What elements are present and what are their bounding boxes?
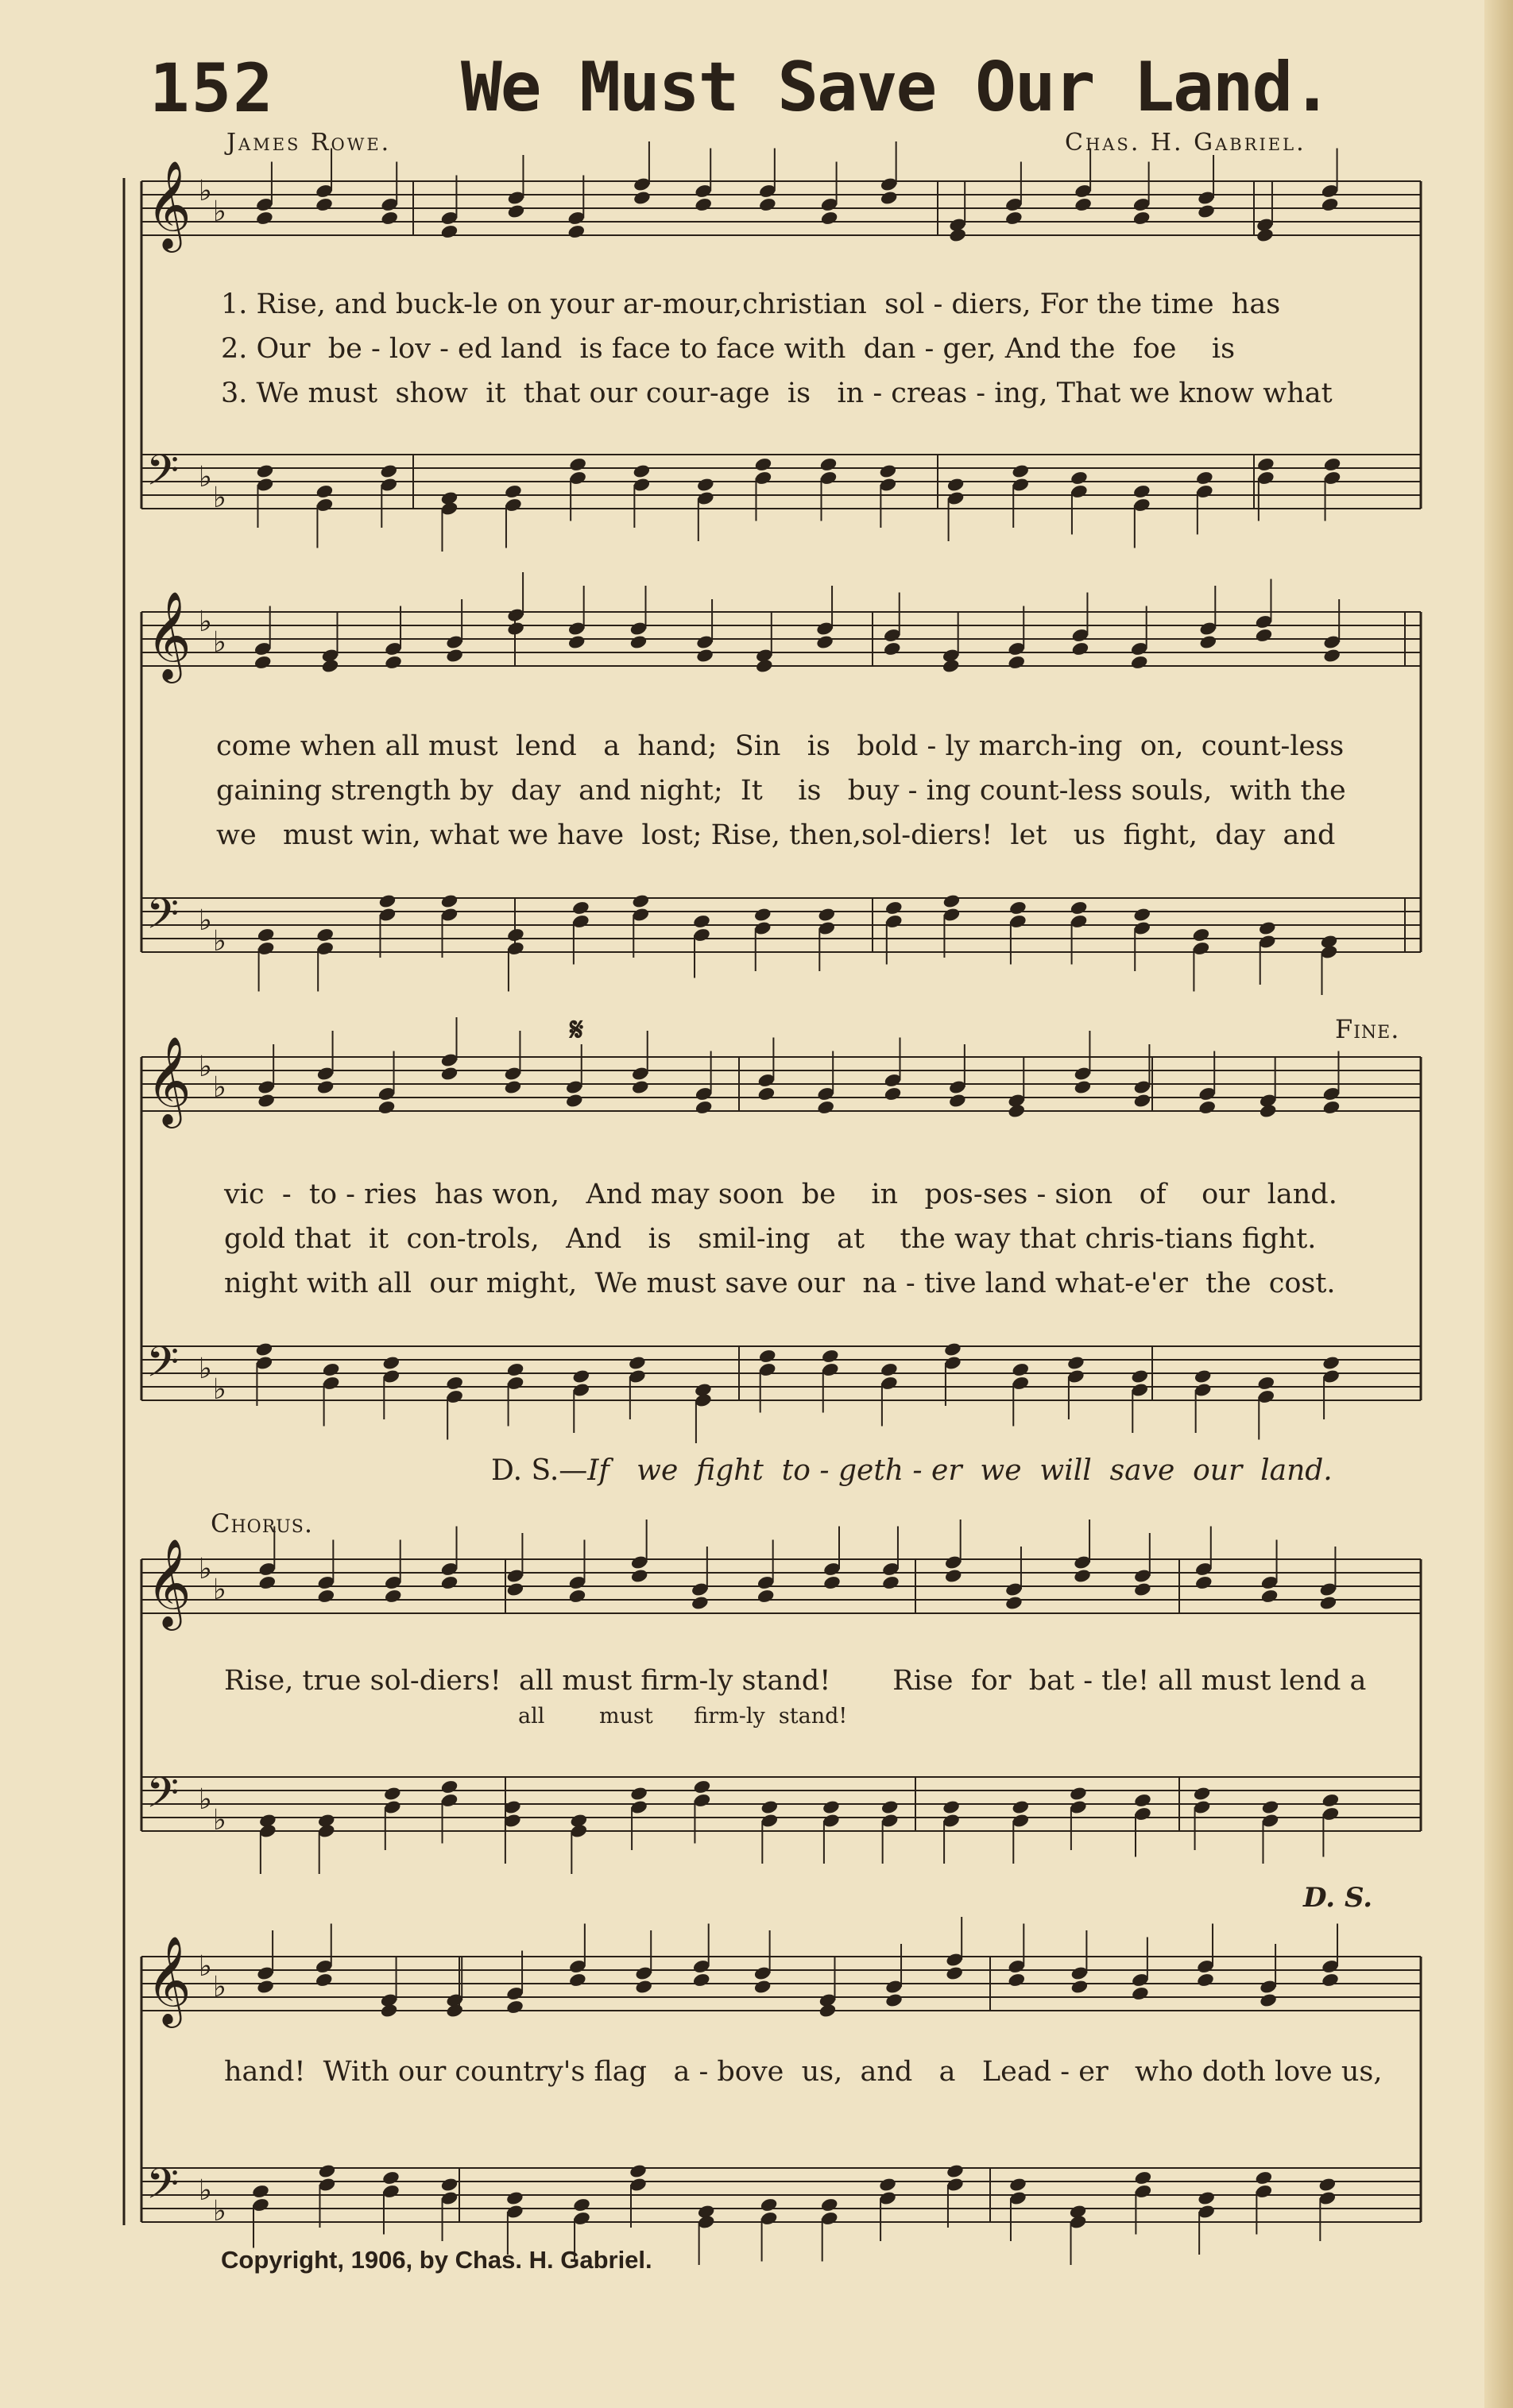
note-head xyxy=(1256,1376,1275,1392)
note-head xyxy=(381,2170,400,2186)
note-head xyxy=(504,484,523,500)
note-head xyxy=(815,634,834,650)
flat-sign: ♭ xyxy=(199,1783,212,1816)
note-head xyxy=(629,2163,648,2179)
note-head xyxy=(754,457,773,473)
note-head xyxy=(820,211,839,226)
verse-line: night with all our might, We must save our na - tive land what-e'er the cost. xyxy=(224,1268,1336,1299)
note-head xyxy=(629,1786,648,1802)
verse-line: gold that it con-trols, And is smil-ing at the way that chris-tians fight. xyxy=(224,1223,1317,1255)
note-head xyxy=(1070,470,1089,486)
composer: Chas. H. Gabriel. xyxy=(1065,129,1306,157)
note-head xyxy=(1319,1595,1338,1611)
note-head xyxy=(1073,1568,1092,1584)
note-head xyxy=(946,477,965,493)
note-head xyxy=(1008,1972,1027,1988)
note-head xyxy=(257,1093,276,1109)
hymn-title: We Must Save Our Land. xyxy=(461,48,1332,127)
note-head xyxy=(1132,211,1151,226)
note-head xyxy=(1318,2177,1337,2193)
note-head xyxy=(380,463,399,479)
note-head xyxy=(378,893,397,909)
note-head xyxy=(760,2197,779,2213)
flat-sign: ♭ xyxy=(213,1971,226,2003)
note-head xyxy=(1321,1972,1340,1988)
note-head xyxy=(1070,900,1089,916)
note-head xyxy=(1199,634,1218,650)
note-head xyxy=(315,1972,334,1988)
bass-clef: 𝄢 xyxy=(146,1338,180,1397)
dal-segno-line xyxy=(491,1454,1333,1487)
note-head xyxy=(1321,197,1340,213)
flat-sign: ♭ xyxy=(213,1373,226,1406)
note-head xyxy=(1255,2170,1274,2186)
note-head xyxy=(318,2163,337,2179)
note-head xyxy=(881,1575,900,1591)
note-head xyxy=(692,1972,711,1988)
note-head xyxy=(506,1362,525,1378)
note-head xyxy=(945,1965,964,1981)
note-head xyxy=(568,457,587,473)
chorus-line: hand! With our country's flag a - bove us, and a Lead - er who doth love us, xyxy=(224,2056,1383,2088)
note-head xyxy=(695,648,714,664)
note-head xyxy=(571,1369,590,1384)
note-head xyxy=(880,190,899,206)
note-head xyxy=(695,1100,714,1116)
note-head xyxy=(568,1972,587,1988)
note-head xyxy=(694,197,713,213)
note-head xyxy=(445,1376,464,1392)
note-head xyxy=(1197,203,1216,219)
note-head xyxy=(942,658,961,674)
note-head xyxy=(1133,1093,1152,1109)
verse-line: 2. Our be - lov - ed land is face to face with dan - ger, And the foe is xyxy=(221,333,1236,365)
flat-sign: ♭ xyxy=(199,606,212,638)
note-head xyxy=(631,893,650,909)
note-head xyxy=(884,900,904,916)
note-head xyxy=(692,914,711,930)
note-head xyxy=(1195,470,1214,486)
note-head xyxy=(256,1979,275,1995)
note-head xyxy=(942,1799,961,1815)
flat-sign: ♭ xyxy=(213,925,226,958)
note-head xyxy=(322,1362,341,1378)
note-head xyxy=(506,1581,525,1597)
ds-prefix: D. S.— xyxy=(491,1454,588,1487)
note-head xyxy=(440,1066,459,1082)
note-head xyxy=(1011,1362,1030,1378)
note-head xyxy=(1133,1793,1152,1809)
ds-text: If we fight to - geth - er we will save our land. xyxy=(587,1454,1333,1487)
note-head xyxy=(567,634,586,650)
note-head xyxy=(1256,457,1275,473)
note-head xyxy=(317,1589,336,1605)
note-head xyxy=(565,1093,584,1109)
note-head xyxy=(819,457,838,473)
note-head xyxy=(756,1589,776,1605)
note-head xyxy=(253,655,273,671)
note-head xyxy=(504,1079,523,1095)
note-head xyxy=(1011,1799,1030,1815)
treble-clef: 𝄞 xyxy=(146,590,192,679)
note-head xyxy=(1193,1786,1212,1802)
note-head xyxy=(944,1568,963,1584)
treble-clef: 𝄞 xyxy=(146,1935,192,2024)
note-head xyxy=(251,2184,270,2200)
note-head xyxy=(1260,1589,1279,1605)
note-head xyxy=(629,634,648,650)
note-head xyxy=(1259,1103,1278,1119)
note-head xyxy=(1074,197,1093,213)
note-head xyxy=(943,1341,962,1357)
note-head xyxy=(633,190,652,206)
note-head xyxy=(1322,1100,1341,1116)
note-head xyxy=(1259,1992,1278,2008)
treble-clef: 𝄞 xyxy=(146,160,192,249)
note-head xyxy=(506,621,525,637)
note-head xyxy=(567,224,586,240)
note-head xyxy=(1074,1079,1093,1095)
note-head xyxy=(440,2177,459,2193)
note-head xyxy=(1323,457,1342,473)
note-head xyxy=(440,893,459,909)
note-head xyxy=(383,1786,402,1802)
flat-sign: ♭ xyxy=(213,1804,226,1837)
note-head xyxy=(1132,484,1151,500)
chorus-line: Rise, true sol-diers! all must firm-ly stand! Rise for bat - tle! all must lend a xyxy=(224,1665,1367,1697)
note-head xyxy=(1008,900,1027,916)
note-head xyxy=(572,2197,591,2213)
note-head xyxy=(1321,1355,1341,1371)
note-head xyxy=(760,1799,780,1815)
note-head xyxy=(1004,1595,1023,1611)
note-head xyxy=(256,463,275,479)
flat-sign: ♭ xyxy=(213,626,226,659)
note-head xyxy=(440,1575,459,1591)
bass-clef: 𝄢 xyxy=(146,1769,180,1828)
note-head xyxy=(1194,1369,1213,1384)
note-head xyxy=(1130,655,1149,671)
fine-mark: Fine. xyxy=(1335,1014,1400,1044)
note-head xyxy=(1071,641,1090,657)
note-head xyxy=(1004,211,1023,226)
note-head xyxy=(1322,648,1341,664)
note-head xyxy=(1197,2190,1216,2206)
bass-clef: 𝄢 xyxy=(146,2160,180,2219)
flat-sign: ♭ xyxy=(199,904,212,937)
note-head xyxy=(818,907,837,923)
note-head xyxy=(631,1079,650,1095)
flat-sign: ♭ xyxy=(199,1051,212,1083)
note-head xyxy=(384,655,403,671)
note-head xyxy=(316,1079,335,1095)
note-head xyxy=(321,658,340,674)
note-head xyxy=(445,2003,464,2019)
note-head xyxy=(258,1575,277,1591)
flat-sign: ♭ xyxy=(199,461,212,494)
note-head xyxy=(380,2003,399,2019)
note-head xyxy=(257,927,276,943)
note-head xyxy=(696,477,715,493)
note-head xyxy=(758,197,777,213)
note-head xyxy=(1261,1799,1280,1815)
chorus-echo-line: all must firm-ly stand! xyxy=(518,1704,848,1729)
note-head xyxy=(507,203,526,219)
note-head xyxy=(755,658,774,674)
note-head xyxy=(1256,227,1275,243)
note-head xyxy=(1196,1972,1215,1988)
note-head xyxy=(568,1589,587,1605)
ds-mark: D. S. xyxy=(1303,1882,1373,1914)
note-head xyxy=(1066,1355,1085,1371)
verse-line: gaining strength by day and night; It is buy - ing count-less souls, with the xyxy=(216,775,1346,807)
note-head xyxy=(377,1100,397,1116)
note-head xyxy=(884,1992,904,2008)
bass-clef: 𝄢 xyxy=(146,447,180,505)
note-head xyxy=(633,463,652,479)
note-head xyxy=(948,227,967,243)
note-head xyxy=(1192,927,1211,943)
note-head xyxy=(822,1799,841,1815)
flat-sign: ♭ xyxy=(199,1353,212,1385)
note-head xyxy=(820,2197,839,2213)
flat-sign: ♭ xyxy=(199,175,212,207)
note-head xyxy=(505,2000,524,2015)
verse-line: 3. We must show it that our cour-age is in - creas - ing, That we know what xyxy=(221,377,1333,409)
note-head xyxy=(753,907,772,923)
note-head xyxy=(1069,1786,1088,1802)
note-head xyxy=(315,484,335,500)
note-head xyxy=(822,1575,842,1591)
note-head xyxy=(571,900,590,916)
flat-sign: ♭ xyxy=(213,196,226,228)
note-head xyxy=(440,224,459,240)
copyright: Copyright, 1906, by Chas. H. Gabriel. xyxy=(221,2246,652,2274)
note-head xyxy=(315,927,335,943)
note-head xyxy=(1255,628,1274,644)
note-head xyxy=(630,1568,649,1584)
lyricist: James Rowe. xyxy=(226,129,392,157)
flat-sign: ♭ xyxy=(213,1574,226,1606)
note-head xyxy=(821,1349,840,1365)
note-head xyxy=(753,1979,772,1995)
note-head xyxy=(1070,1979,1089,1995)
treble-clef: 𝄞 xyxy=(146,1036,192,1125)
note-head xyxy=(879,463,898,479)
flat-sign: ♭ xyxy=(199,1950,212,1983)
note-head xyxy=(1133,1581,1152,1597)
treble-clef: 𝄞 xyxy=(146,1538,192,1627)
note-head xyxy=(880,1362,899,1378)
verse-line: we must win, what we have lost; Rise, then,sol-diers! let us fight, day and xyxy=(216,819,1336,851)
chorus-label: Chorus. xyxy=(211,1508,314,1539)
note-head xyxy=(1011,463,1030,479)
flat-sign: ♭ xyxy=(213,2195,226,2228)
flat-sign: ♭ xyxy=(199,1553,212,1585)
note-head xyxy=(380,211,399,226)
note-head xyxy=(440,1779,459,1795)
note-head xyxy=(691,1595,710,1611)
note-head xyxy=(1008,2177,1027,2193)
note-head xyxy=(382,1355,401,1371)
note-head xyxy=(1198,1100,1217,1116)
note-head xyxy=(1132,907,1151,923)
note-head xyxy=(255,211,274,226)
bass-clef: 𝄢 xyxy=(146,890,180,949)
note-head xyxy=(384,1589,403,1605)
note-head xyxy=(816,1100,835,1116)
note-head xyxy=(946,2163,965,2179)
note-head xyxy=(880,1799,900,1815)
note-head xyxy=(505,2190,524,2206)
hymn-number: 152 xyxy=(149,49,275,127)
note-head xyxy=(1007,655,1026,671)
note-head xyxy=(1131,1986,1150,2002)
note-head xyxy=(1134,2170,1153,2186)
note-head xyxy=(1258,920,1277,936)
flat-sign: ♭ xyxy=(213,482,226,514)
flat-sign: ♭ xyxy=(199,2174,212,2207)
note-head xyxy=(883,641,902,657)
note-head xyxy=(758,1349,777,1365)
note-head xyxy=(315,197,334,213)
note-head xyxy=(818,2003,838,2019)
segno-sign: 𝄋 xyxy=(570,1011,584,1048)
note-head xyxy=(255,1341,274,1357)
note-head xyxy=(634,1979,653,1995)
note-head xyxy=(1321,1793,1341,1809)
note-head xyxy=(757,1086,776,1102)
note-head xyxy=(1007,1103,1026,1119)
note-head xyxy=(628,1355,647,1371)
note-head xyxy=(445,648,464,664)
note-head xyxy=(693,1779,712,1795)
flat-sign: ♭ xyxy=(213,1071,226,1104)
note-head xyxy=(878,2177,897,2193)
note-head xyxy=(942,893,962,909)
note-head xyxy=(1194,1575,1213,1591)
verse-line: come when all must lend a hand; Sin is bold - ly march-ing on, count-less xyxy=(216,730,1345,762)
note-head xyxy=(948,1093,967,1109)
note-head xyxy=(1130,1369,1149,1384)
verse-line: 1. Rise, and buck-le on your ar-mour,christian sol - diers, For the time has xyxy=(221,288,1281,320)
note-head xyxy=(884,1086,903,1102)
verse-line: vic - to - ries has won, And may soon be in pos-ses - sion of our land. xyxy=(224,1179,1337,1210)
